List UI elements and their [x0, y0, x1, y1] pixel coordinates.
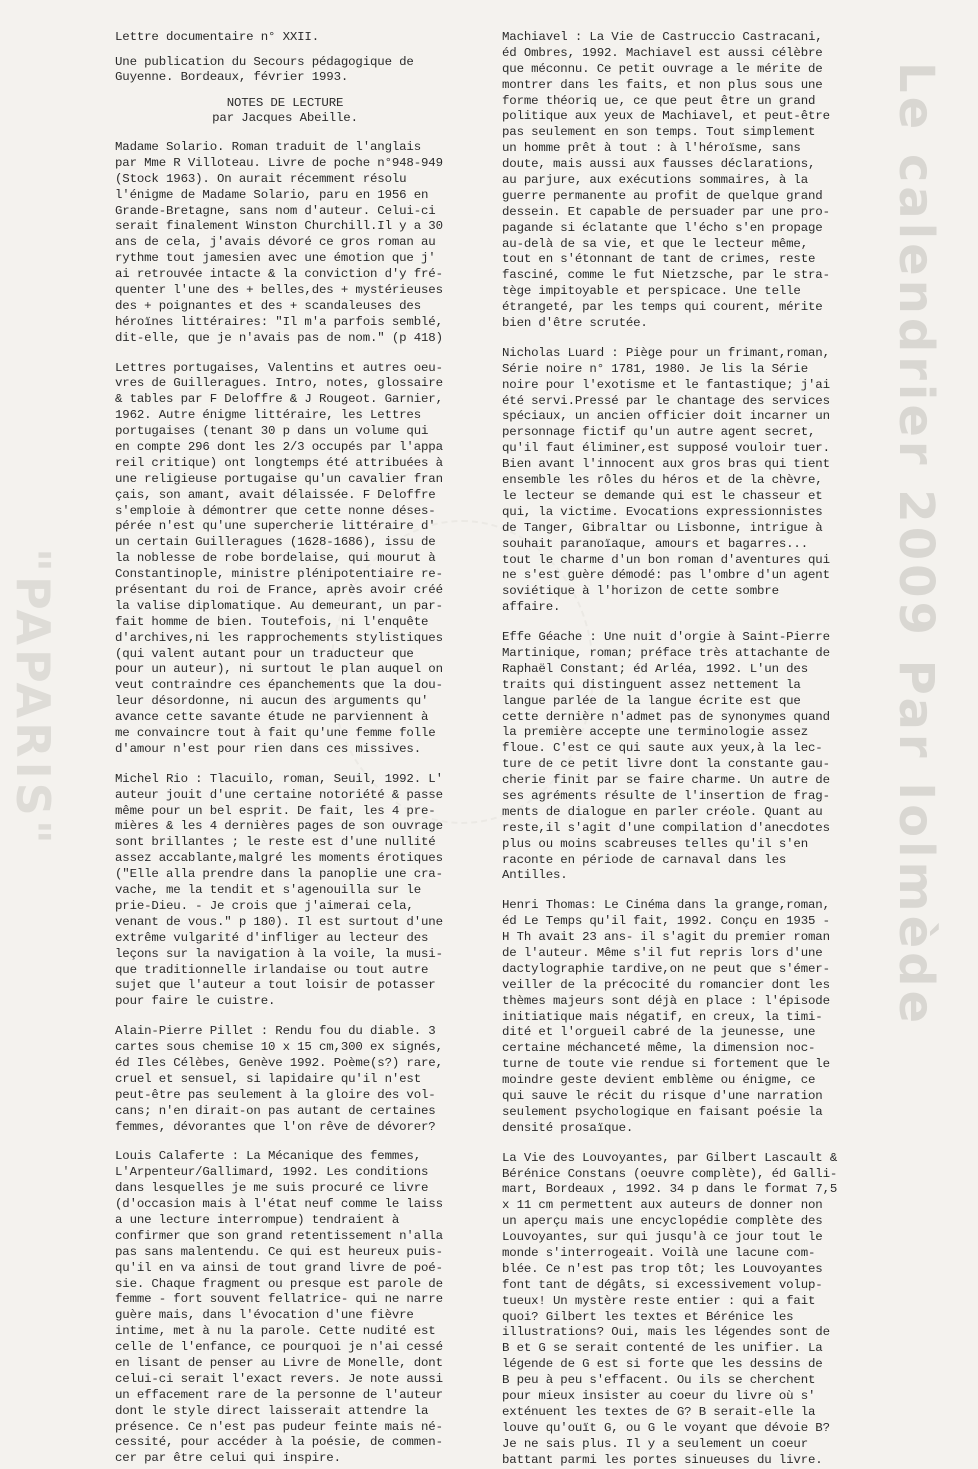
text-line: Alain-Pierre Pillet : Rendu fou du diable. 3 — [115, 1024, 436, 1039]
text-line: seulement psychologique en faisant poésie la — [502, 1104, 823, 1119]
left-column — [115, 30, 455, 1467]
text-line: dessein. Et capable de persuader par une pro- — [502, 204, 830, 219]
text-line: de Tanger, Gibraltar ou Lisbonne, intrigue à — [502, 520, 823, 535]
text-line: que traditionnelle irlandaise ou tout autre — [115, 962, 429, 977]
review-entry — [502, 346, 832, 616]
text-line: me convaincre tout à fait qu'une femme folle — [115, 726, 436, 741]
text-line: plus ou moins scabreuses telles qu'il s'en — [502, 836, 808, 851]
text-line: vres de Guilleragues. Intro, notes, glossaire — [115, 376, 443, 391]
header-line-2: Une publication du Secours pédagogique de — [115, 54, 414, 69]
text-line: la noblesse de robe bordelaise, qui mourut à — [115, 551, 436, 566]
text-line: leur désordonne, ni aucun des arguments qu' — [115, 694, 429, 709]
text-line: éd Le Temps qu'il fait, 1992. Conçu en 1935 - — [502, 914, 830, 929]
text-line: quoi? Gilbert les textes et Bérénice les — [502, 1309, 794, 1324]
text-line: ses agréments résulte de l'insertion de frag- — [502, 788, 830, 803]
page-title: NOTES DE LECTURE — [226, 95, 344, 110]
text-line: & tables par F Deloffre & J Rougeot. Garnier, — [115, 392, 443, 407]
text-line: L'Arpenteur/Gallimard, 1992. Les conditions — [115, 1165, 429, 1180]
text-line: extrême vulgarité d'infliger au lecteur des — [115, 930, 429, 945]
text-line: Constantinople, ministre plénipotentiaire re- — [115, 567, 443, 582]
text-line: intime, met à nu la parole. Cette nudité est — [115, 1324, 436, 1339]
text-line: guerre permanente au profit de quelque grand — [502, 188, 823, 203]
left-entries — [115, 140, 455, 1467]
text-line: un effacement rare de la personne de l'auteur — [115, 1387, 443, 1402]
text-line: Lettres portugaises, Valentins et autres oeu- — [115, 360, 443, 375]
text-line: floue. C'est ce qui saute aux yeux,à la lec- — [502, 741, 823, 756]
text-line: certaine méchanceté même, la dimension noc- — [502, 1041, 816, 1056]
text-line: éd Ombres, 1992. Machiavel est aussi célèbre — [502, 45, 823, 60]
text-line: sie. Chaque fragment ou presque est parole de — [115, 1276, 443, 1291]
text-line: Louis Calaferte : La Mécanique des femmes, — [115, 1149, 421, 1164]
text-line: qui, la victime. Evocations expressionnistes — [502, 504, 823, 519]
text-line: cette dernière n'admet pas de synonymes quand — [502, 709, 830, 724]
text-line: ne s'est guère démodé: pas l'ombre d'un agent — [502, 568, 830, 583]
text-line: monde s'interrogeait. Voilà une lacune com- — [502, 1246, 816, 1261]
text-line: forme théoriq ue, ce que peut être un grand — [502, 93, 816, 108]
text-line: x 11 cm permettent aux auteurs de donner non — [502, 1198, 823, 1213]
text-line: turne de toute vie rendue si fortement que le — [502, 1057, 830, 1072]
text-line: Antilles. — [502, 868, 568, 883]
text-line: ments de dialogue en parler créole. Quant au — [502, 804, 823, 819]
text-line: tège impitoyable et perspicace. Une telle — [502, 284, 801, 299]
text-line: B peu à peu s'effacent. Ou ils se cherchent — [502, 1373, 816, 1388]
text-line: Effe Géache : Une nuit d'orgie à Saint-Pierre — [502, 630, 830, 645]
text-line: venant de vous." p 180). Il est surtout d'une — [115, 914, 443, 929]
text-line: tout en s'étonnant de tant de crimes, reste — [502, 252, 816, 267]
text-line: confirmer que son grand retentissement n'alla — [115, 1228, 443, 1243]
text-line: ai retrouvée intacte & la conviction d'y fré- — [115, 267, 443, 282]
text-line: cans; n'en dirait-on pas autant de certaines — [115, 1103, 436, 1118]
text-line: moindre geste devient emblème ou énigme, ce — [502, 1073, 816, 1088]
text-line: 1962. Autre énigme littéraire, les Lettres — [115, 408, 421, 423]
text-line: traits qui distinguent assez nettement la — [502, 677, 801, 692]
text-line: Madame Solario. Roman traduit de l'anglais — [115, 139, 421, 154]
text-line: a une lecture interrompue) tendraient à — [115, 1212, 400, 1227]
text-line: en compte 296 dont les 2/3 occupés par l'appa — [115, 440, 443, 454]
text-line: personnage fictif qu'un autre agent secret, — [502, 425, 816, 440]
text-line: noire pour l'exotisme et le fantastique; j'ai — [502, 377, 830, 392]
watermark-left: "PAPARIS" — [6, 548, 60, 848]
text-line: pour un auteur), ni surtout le plan auquel on — [115, 662, 443, 677]
text-line: d'archives,ni les rapprochements stylistiques — [115, 630, 443, 645]
text-line: louve qu'ouït G, ou G le voyant que dévoie B? — [502, 1420, 830, 1435]
text-line: çais, son amant, avait délaissée. F Deloffre — [115, 487, 436, 502]
text-line: ture de ce petit livre dont la constante gau- — [502, 757, 830, 772]
text-line: soviétique à l'horizon de cette sombre — [502, 584, 779, 599]
text-line: dactylographie tardive,on ne peut que s'émer- — [502, 961, 830, 976]
text-line: été servi.Pressé par le chantage des services — [502, 393, 830, 408]
text-line: vache, me la tendit et s'agenouilla sur le — [115, 883, 421, 898]
text-line: un aperçu mais une encyclopédie complète des — [502, 1214, 823, 1229]
text-line: Grande-Bretagne, sans nom d'auteur. Celui-ci — [115, 203, 436, 218]
text-line: au parjure, aux exécutions sommaires, à la — [502, 173, 808, 188]
text-line: cruel et sensuel, si lapidaire qu'il n'est — [115, 1071, 421, 1086]
text-line: peut-être pas seulement à la gloire des vol- — [115, 1087, 436, 1102]
right-column — [502, 30, 838, 1468]
text-line: le lecteur se demande qui est le chasseur et — [502, 488, 823, 503]
text-line: Louvoyantes, sur qui jusqu'à ce jour tout le — [502, 1230, 823, 1245]
text-line: dont le style direct laisserait attendre la — [115, 1403, 429, 1418]
text-line: mart, Bordeaux , 1992. 34 p dans le format 7,5 — [502, 1182, 838, 1197]
text-line: Nicholas Luard : Piège pour un frimant,roman, — [502, 345, 830, 360]
text-line: affaire. — [502, 600, 561, 615]
text-line: celle de l'enfance, ce pourquoi je n'ai cessé — [115, 1340, 443, 1355]
text-line: montrer dans les faits, et non plus sous une — [502, 77, 823, 92]
text-line: fait homme de bien. Toutefois, ni l'enquête — [115, 614, 429, 629]
text-line: avance cette savante étude ne parviennent à — [115, 710, 429, 725]
text-line: cessité, pour accéder à la poésie, de commen- — [115, 1435, 443, 1450]
review-entry — [502, 898, 832, 1136]
review-entry — [115, 772, 455, 1010]
text-line: blée. Ce n'est pas trop tôt; les Louvoyantes — [502, 1261, 823, 1276]
text-line: cherie finit par se faire charme. Un autre de — [502, 773, 830, 788]
text-line: cer par être celui qui inspire. — [115, 1451, 341, 1466]
text-line: femme - fort souvent fellatrice- qui ne narre — [115, 1292, 443, 1307]
text-line: Martinique, roman; préface très attachante de — [502, 645, 830, 660]
text-line: de l'auteur. Même s'il fut repris lors d'une — [502, 945, 823, 960]
review-entry — [115, 140, 455, 347]
text-line: présence. Ce n'est pas pudeur feinte mais né- — [115, 1419, 443, 1434]
text-line: battant parmi les portes sinueuses du livre. — [502, 1452, 823, 1467]
text-line: spéciaux, un ancien officier doit incarner un — [502, 409, 830, 424]
text-line: veut contraindre ces épanchements que la dou- — [115, 678, 443, 693]
text-line: tout le charme d'un bon roman d'aventures qui — [502, 552, 830, 567]
text-line: dit-elle, que je n'avais pas de nom." (p 418) — [115, 330, 443, 345]
text-line: font tant de dégâts, si excessivement volup- — [502, 1277, 823, 1292]
text-line: rythme tout jamesien avec une émotion que j' — [115, 251, 436, 266]
text-line: thèmes majeurs sont déjà en place : l'épisode — [502, 993, 830, 1008]
text-line: souhait paranoïaque, amours et bagarres... — [502, 536, 808, 551]
page-author: par Jacques Abeille. — [212, 111, 358, 126]
header-line-1: Lettre documentaire n° XXII. — [115, 30, 319, 44]
text-line: au-delà de sa vie, et que le lecteur même, — [502, 236, 808, 251]
text-line: sont brillantes ; le reste est d'une nullité — [115, 835, 436, 850]
text-line: Raphaël Constant; éd Arléa, 1992. L'un des — [502, 661, 808, 676]
text-line: exténuent les textes de G? B serait-elle la — [502, 1404, 816, 1419]
text-line: un certain Guilleragues (1628-1686), issu de — [115, 535, 436, 550]
text-line: initiatique mais négatif, en creux, la timi- — [502, 1009, 823, 1024]
text-line: dans lesquelles je me suis procuré ce livre — [115, 1181, 429, 1196]
text-line: cartes sous chemise 10 x 15 cm,300 ex signés, — [115, 1040, 443, 1055]
text-line: dité et l'orgueil cabré de la jeunesse, une — [502, 1025, 816, 1040]
text-line: s'emploie à démontrer que cette nonne déses- — [115, 503, 436, 518]
text-line: leçons sur la navigation à la voile, la musi- — [115, 946, 443, 961]
text-line: prie-Dieu. - Je crois que j'aimerai cela, — [115, 898, 414, 913]
text-line: fasciné, comme le fut Nietzsche, par le stra- — [502, 268, 830, 283]
text-line: héroïnes littéraires: "Il m'a parfois semblé, — [115, 314, 443, 329]
text-line: reil critique) ont longtemps été attribuées à — [115, 455, 443, 470]
text-line: raconte en période de carnaval dans les — [502, 852, 787, 867]
text-line: Michel Rio : Tlacuilo, roman, Seuil, 1992. L' — [115, 771, 443, 786]
text-line: ans de cela, j'avais dévoré ce gros roman au — [115, 235, 436, 250]
text-line: celui-ci serait l'exact revers. Je note aussi — [115, 1371, 443, 1386]
text-line: ("Elle alla prendre dans la panoplie une cra- — [115, 867, 443, 882]
text-line: Je ne sais plus. Il y a seulement un coeur — [502, 1436, 808, 1451]
right-entries — [502, 30, 838, 1468]
text-line: reste,il s'agit d'une compilation d'anecdotes — [502, 820, 830, 835]
text-line: qu'il faut éliminer,est supposé vouloir tuer. — [502, 441, 830, 456]
review-entry — [115, 1024, 455, 1135]
text-line: quenter l'une des + belles,des + mystérieuses — [115, 282, 443, 297]
text-line: la valise diplomatique. Au demeurant, un par- — [115, 598, 443, 613]
watermark-right: Le calendrier 2009 Par Iolmède — [888, 62, 944, 1028]
text-line: auteur jouit d'une certaine notoriété & passe — [115, 787, 443, 802]
text-line: Machiavel : La Vie de Castruccio Castracani, — [502, 30, 823, 44]
text-line: illustrations? Oui, mais les légendes sont de — [502, 1325, 830, 1340]
text-line: par Mme R Villoteau. Livre de poche n°948-949 — [115, 155, 443, 170]
text-line: mières & les 4 dernières pages de son ouvrage — [115, 819, 443, 834]
header-line-3: Guyenne. Bordeaux, février 1993. — [115, 70, 349, 85]
text-line: bien d'être scrutée. — [502, 316, 648, 331]
text-line: B et G se serait contenté de les unifier. La — [502, 1341, 823, 1356]
text-line: pour faire le cuistre. — [115, 994, 276, 1009]
text-line: qu'il en va ainsi de tout grand livre de poé- — [115, 1260, 443, 1275]
text-line: (qui valent autant pour un traducteur que — [115, 646, 414, 661]
text-line: Bien avant l'innocent aux gros bras qui tient — [502, 457, 830, 472]
text-line: ensemble les rôles du héros et de la chèvre, — [502, 473, 823, 488]
review-entry — [502, 1150, 838, 1469]
text-line: pagande si éclatante que l'écho s'en propage — [502, 220, 823, 235]
review-entry — [502, 630, 832, 884]
text-line: sujet que l'auteur a tout loisir de potasser — [115, 978, 436, 993]
review-entry — [502, 30, 832, 332]
text-line: pas sans malentendu. Ce qui est heureux puis- — [115, 1244, 443, 1259]
text-line: politique aux yeux de Machiavel, et peut-être — [502, 109, 830, 124]
text-line: l'énigme de Madame Solario, paru en 1956 en — [115, 187, 429, 202]
text-line: veiller de la précocité du romancier dont les — [502, 977, 830, 992]
text-line: femmes, dévorantes que l'on rêve de dévorer? — [115, 1119, 436, 1134]
text-line: qui sauve le récit du risque d'une narration — [502, 1089, 823, 1103]
review-entry — [115, 1149, 455, 1467]
text-line: pérée n'est qu'une supercherie littéraire d' — [115, 519, 436, 534]
text-line: densité prosaïque. — [502, 1120, 634, 1135]
text-line: guère mais, dans l'évocation d'une fièvre — [115, 1308, 414, 1323]
header — [115, 30, 455, 140]
text-line: éd Iles Célèbes, Genève 1992. Poème(s?) rare, — [115, 1055, 443, 1070]
text-line: que méconnu. Ce petit ouvrage a le mérite de — [502, 61, 823, 76]
text-line: présentant du roi de France, après avoir créé — [115, 583, 443, 598]
text-line: doute, mais aussi aux fausses déclarations, — [502, 157, 816, 172]
text-line: pour mieux insister au coeur du livre où s' — [502, 1389, 816, 1404]
text-line: étrangeté, par les temps qui courent, mérite — [502, 300, 823, 315]
text-line: même pour un bel esprit. De fait, les 4 pre- — [115, 803, 436, 818]
text-line: des + poignantes et des + scandaleuses des — [115, 298, 421, 313]
text-line: serait finalement Winston Churchill.Il y a 30 — [115, 219, 443, 234]
text-line: d'amour n'est pour rien dans ces missives. — [115, 741, 421, 756]
text-line: H Th avait 23 ans- il s'agit du premier roman — [502, 930, 830, 945]
text-line: une religieuse portugaise qu'un cavalier fran — [115, 471, 443, 486]
text-line: langue parlée de la langue écrite est que — [502, 693, 801, 708]
text-line: Bérénice Constans (oeuvre complète), éd Galli- — [502, 1166, 838, 1181]
text-line: La Vie des Louvoyantes, par Gilbert Lascault & — [502, 1150, 838, 1165]
text-line: pas seulement en son temps. Tout simplement — [502, 125, 816, 140]
text-line: assez accablante,malgré les moments érotiques — [115, 851, 443, 866]
text-line: portugaises (tenant 30 p dans un volume qui — [115, 424, 429, 439]
text-line: Henri Thomas: Le Cinéma dans la grange,roman, — [502, 898, 830, 913]
review-entry — [115, 361, 455, 758]
text-line: (Stock 1963). On aurait récemment résolu — [115, 171, 407, 186]
text-line: en lisant de penser au Livre de Monelle, dont — [115, 1355, 443, 1370]
text-line: légende de G est si forte que les dessins de — [502, 1357, 823, 1372]
text-line: tueux! Un mystère reste entier : qui a fait — [502, 1293, 816, 1308]
text-line: (d'occasion mais à l'état neuf comme le laiss — [115, 1197, 443, 1212]
text-line: Série noire n° 1781, 1980. Je lis la Série — [502, 361, 808, 376]
text-line: la première accepte une terminologie assez — [502, 725, 808, 740]
text-line: un homme prêt à tout : à l'héroïsme, sans — [502, 141, 801, 156]
